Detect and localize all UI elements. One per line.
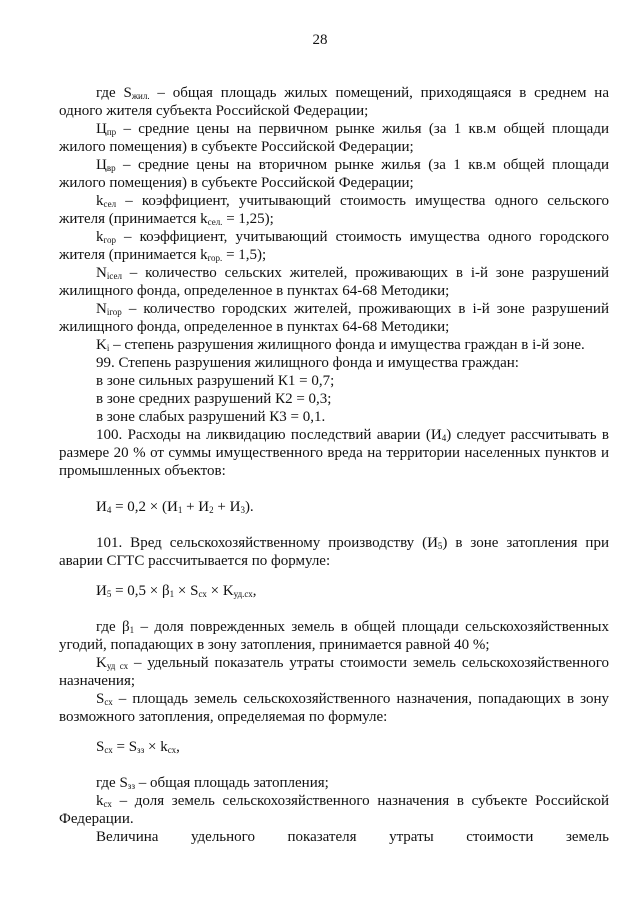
word: утраты (389, 829, 434, 845)
zone-strong: в зоне сильных разрушений К1 = 0,7; (96, 373, 335, 389)
definition-beta: где $\beta_1$ – доля поврежденных земель в общей площади сельскохозяйственных угодий, попадающих в зону затопления, принимается равной 40 %; (59, 619, 609, 653)
definition-n-gor: $N_{iгор}$ – количество городских жителей, проживающих в i-й зоне разрушений жилищного фонда, определенное в пунктах 64-68 Методики; (59, 301, 609, 335)
final-line (59, 828, 609, 846)
definition-s-zz: где $S_{зз}$ – общая площадь затопления; (96, 775, 329, 791)
definition-k-ud-sx: $K_{уд сх}$ – удельный показатель утраты стоимости земель сельскохозяйственного назначения; (59, 655, 609, 689)
formula-s-sx: $S_{сх} = S_{зз} \times k_{сх}$, (96, 739, 180, 755)
definition-k-sx: $k_{сх}$ – доля земель сельскохозяйственного назначения в субъекте Российской Федерации. (59, 793, 609, 827)
word: стоимости (466, 829, 534, 845)
word: удельного (190, 829, 255, 845)
definition-n-sel: $N_{iсел}$ – количество сельских жителей, проживающих в i-й зоне разрушений жилищного фонда, определенное в пунктах 64-68 Методики; (59, 265, 609, 299)
paragraph-101: 101. Вред сельскохозяйственному производству $(И_5)$ в зоне затопления при аварии СГТС рассчитывается по формуле: (59, 535, 609, 569)
formula-i4: $И_4 = 0,2 \times (И_1 + И_2 + И_3)$. (96, 499, 254, 515)
word: показателя (287, 829, 357, 845)
definition-s-sx: $S_{сх}$ – площадь земель сельскохозяйственного назначения, попадающих в зону возможного затопления, определяемая по формуле: (59, 691, 609, 725)
paragraph-99: 99. Степень разрушения жилищного фонда и имущества граждан: (96, 355, 519, 371)
definition-k-gor: $k_{гор}$ – коэффициент, учитывающий стоимость имущества одного городского жителя (принимается $k_{гор.} = 1,5$); (59, 229, 609, 263)
definition-k-sel: $k_{сел}$ – коэффициент, учитывающий стоимость имущества одного сельского жителя (принимается $k_{сел.} = 1,25$); (59, 193, 609, 227)
definition-c-pr: $Ц_{пр}$ – средние цены на первичном рынке жилья (за 1 кв.м общей площади жилого помещения) в субъекте Российской Федерации; (59, 121, 609, 155)
definition-s-zhil: где $S_{жил.}$ – общая площадь жилых помещений, приходящаяся в среднем на одного жителя субъекта Российской Федерации; (59, 85, 609, 119)
definition-k-i: $K_i$ – степень разрушения жилищного фонда и имущества граждан в i-й зоне. (96, 337, 585, 353)
document-body (59, 84, 609, 846)
zone-medium: в зоне средних разрушений К2 = 0,3; (96, 391, 332, 407)
definition-c-vr: $Ц_{вр}$ – средние цены на вторичном рынке жилья (за 1 кв.м общей площади жилого помещения) в субъекте Российской Федерации; (59, 157, 609, 191)
paragraph-100: 100. Расходы на ликвидацию последствий аварии $(И_4)$ следует рассчитывать в размере 20 % от суммы имущественного вреда на территории населенных пунктов и промышленных объектов: (59, 427, 609, 479)
zone-weak: в зоне слабых разрушений К3 = 0,1. (96, 409, 326, 425)
page-number: 28 (312, 32, 328, 48)
formula-i5: $И_5 = 0,5 \times \beta_1 \times S_{сх} \times K_{уд.сх}$, (96, 583, 257, 599)
word: земель (565, 829, 609, 845)
word: Величина (96, 829, 159, 845)
